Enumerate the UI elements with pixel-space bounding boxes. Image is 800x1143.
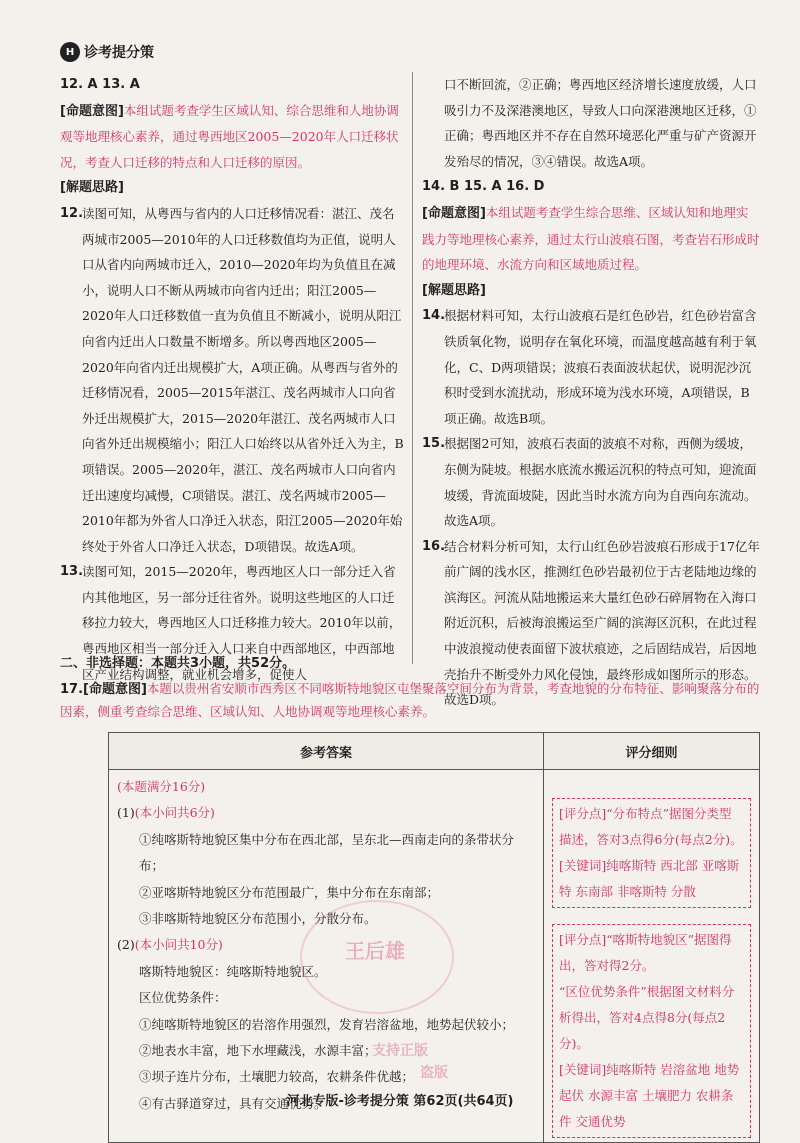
intent-block-14-16 [422, 200, 760, 278]
q16-number: 16. [422, 538, 446, 554]
col-header-scoring: 评分细则 [544, 733, 760, 770]
part-2-answer-1: ①纯喀斯特地貌区的岩溶作用强烈，发育岩溶盆地，地势起伏较小； [139, 1016, 515, 1032]
intent-label: [命题意图] [422, 205, 486, 221]
scoring-point-2b: “区位优势条件”根据图文材料分析得出，答对4点得8分(每点2分)。 [559, 984, 735, 1051]
page-header [60, 42, 154, 62]
q14-number: 14. [422, 308, 446, 324]
q12-text: 读图可知，从粤西与省内的人口迁移情况看：湛江、茂名两城市2005—2010年的人口迁移数值均为正值，说明人口从省内向两城市迁入，2010—2020年均为负值且在减小，说明人口不断从两城市向省内迁出；阳江2005—2020年人口迁移数值一直为负值且不断减小，说明从阳江向省内迁出人口数量不断增多。所以粤西地区2005—2020年向省内迁出规模扩大，A项正确。从粤西与省外的迁移情况看，2005—2015年湛江、茂名两城市人口向省外迁出规模扩大，2015—2020年湛江、茂名两城市人口向省外迁出规模缩小；阳江人口始终以从省外迁入为主，B项错误。2005—2020年，湛江、茂名两城市人口向省内迁出速度均减慢，C项错误。湛江、茂名两城市2005—2010年都为外省人口净迁入状态，阳江2005—2020年始终处于外省人口净迁入状态，D项错误。故选A项。 [82, 205, 404, 554]
q13-number: 13. [60, 564, 84, 580]
scoring-point-2a: [评分点]“喀斯特地貌区”据图得出，答对得2分。 [559, 932, 732, 973]
part-2-answer-3: ③坝子连片分布，土壤肥力较高，农耕条件优越； [139, 1069, 415, 1085]
part-1-answer-2: ②亚喀斯特地貌区分布范围最广，集中分布在东南部； [139, 884, 440, 900]
page-footer: 河北专版-诊考提分策 第62页(共64页) [286, 1094, 514, 1109]
part-2-answer-header: 区位优势条件： [139, 990, 227, 1006]
part-1-score: (本小问共6分) [134, 805, 215, 821]
part-1-answer-3: ③非喀斯特地貌区分布范围小，分散分布。 [139, 911, 377, 927]
keywords-1: [关键词]纯喀斯特 西北部 亚喀斯特 东南部 非喀斯特 分散 [559, 858, 740, 899]
solution-label: [解题思路] [422, 282, 486, 298]
q13-continuation: 口不断回流，②正确；粤西地区经济增长速度放缓，人口吸引力不及深港澳地区，导致人口向深港澳地区迁移，①正确；粤西地区并不存在自然环境恶化严重与矿产资源开发殆尽的情况，③④错误。故选A项。 [444, 77, 757, 169]
header-title: 诊考提分策 [84, 45, 154, 61]
part-2-score: (本小问共10分) [134, 937, 223, 953]
answers-14-16: 14. B 15. A 16. D [422, 179, 545, 195]
part-2-answer-4: ④有古驿道穿过，具有交通优势。 [139, 1095, 327, 1111]
q17-number: 17. [60, 682, 84, 697]
part-2-answer-0: 喀斯特地貌区：纯喀斯特地貌区。 [139, 963, 327, 979]
intent-label: [命题意图] [83, 682, 147, 697]
section-2-heading: 二、非选择题：本题共3小题，共52分。 [60, 656, 296, 671]
scoring-cell [544, 770, 760, 1143]
column-divider [412, 72, 413, 664]
intent-block-12-13 [60, 98, 406, 176]
part-1-heading [117, 800, 535, 826]
part-1-answer-1: ①纯喀斯特地貌区集中分布在西北部，呈东北—西南走向的条带状分布； [139, 831, 515, 874]
watermark-genuine: 支持正版 [372, 1043, 428, 1059]
solution-label: [解题思路] [60, 180, 124, 196]
intent-text: 本题以贵州省安顺市西秀区不同喀斯特地貌区屯堡聚落空间分布为背景，考查地貌的分布特征、影响聚落分布的因素，侧重考查综合思维、区域认知、人地协调观等地理核心素养。 [60, 681, 760, 719]
keywords-2: [关键词]纯喀斯特 岩溶盆地 地势起伏 水源丰富 土壤肥力 农耕条件 交通优势 [559, 1062, 740, 1129]
col-header-answers: 参考答案 [109, 733, 544, 770]
question-15 [422, 431, 760, 533]
intent-label: [命题意图] [60, 103, 124, 119]
question-17-intent [60, 678, 760, 723]
answers-12-13: 12. A 13. A [60, 77, 140, 92]
full-score: (本题满分16分) [117, 779, 206, 794]
scoring-box-1 [552, 798, 751, 908]
q13-text: 读图可知，2015—2020年，粤西地区人口一部分迁入省内其他地区，另一部分迁往省外。说明这些地区的人口迁移拉力较大，粤西地区人口迁移推力较大。2010年以前，粤西地区相当一部分迁入人口来自中西部地区，中西部地区产业结构调整，就业机会增多，促使人 [82, 564, 402, 682]
q12-number: 12. [60, 205, 84, 221]
q15-text: 根据图2可知，波痕石表面的波痕不对称，西侧为缓坡，东侧为陡坡。根据水底流水搬运沉积的特点可知，迎流面坡缓，背流面坡陡，因此当时水流方向为自西向东流动。故选A项。 [444, 436, 757, 529]
right-column [422, 72, 760, 713]
intent-text: 本组试题考查学生区域认知、综合思维和人地协调观等地理核心素养，通过粤西地区2005—2020年人口迁移状况，考查人口迁移的特点和人口迁移的原因。 [60, 102, 399, 170]
watermark-brand: 王后雄 [345, 939, 405, 963]
q14-text: 根据材料可知，太行山波痕石是红色砂岩，红色砂岩富含铁质氧化物，说明存在氧化环境，而温度越高越有利于氧化，C、D两项错误；波痕石表面波状起伏，说明泥沙沉积时受到水流扰动，形成环境为浅水环境，A项错误，B项正确。故选B项。 [444, 308, 757, 426]
part-2-answer-2: ②地表水丰富，地下水埋藏浅，水源丰富； [139, 1043, 377, 1059]
part-1-label: (1) [117, 805, 135, 821]
q16-text: 结合材料分析可知，太行山红色砂岩波痕石形成于17亿年前广阔的浅水区，推测红色砂岩最初位于古老陆地边缘的滨海区。河流从陆地搬运来大量红色砂石碎屑物在入海口附近沉积，后被海浪搬运至广阔的滨海区沉积，在此过程中波浪搅动使表面留下波状痕迹，之后固结成岩，后因地壳抬升不断受外力风化侵蚀，最终形成如图所示的形态。故选D项。 [444, 538, 760, 708]
question-14 [422, 303, 760, 431]
watermark-pirate: 盗版 [420, 1065, 448, 1081]
scoring-point-1: [评分点]“分布特点”据图分类型描述，答对3点得6分(每点2分)。 [559, 806, 743, 847]
intent-text: 本组试题考查学生综合思维、区域认知和地理实践力等地理核心素养，通过太行山波痕石图，考查岩石形成时的地理环境、水流方向和区域地质过程。 [422, 204, 760, 273]
question-12 [60, 201, 406, 559]
q15-number: 15. [422, 436, 446, 452]
left-column [60, 72, 406, 687]
brand-logo-icon: H [60, 42, 80, 62]
part-2-label: (2) [117, 937, 135, 953]
